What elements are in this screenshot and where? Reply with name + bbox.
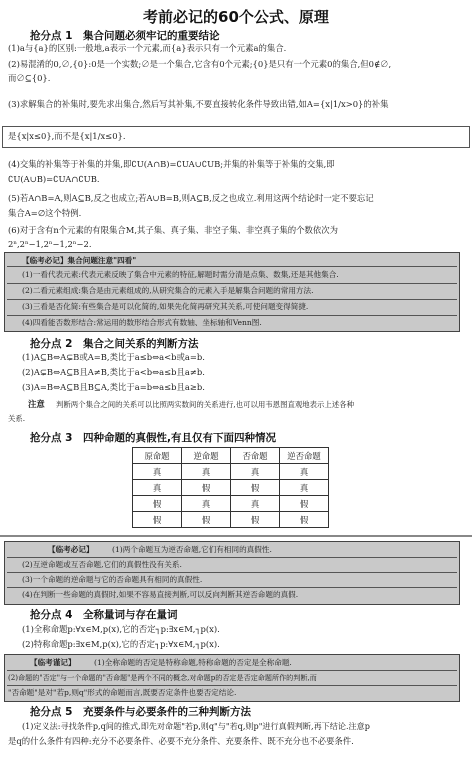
section-2-line-3: (3)A=B⇔A⊆B且B⊆A,类比于a=b⇔a≤b且a≥b. [22, 382, 205, 392]
truth-table [132, 447, 329, 528]
note-2-lead: 【临考必记】 [48, 545, 94, 554]
note-1-item-4: (4)四看能否数形结合:常运用的数形结合形式有数轴、坐标轴和Venn图. [22, 318, 262, 327]
truth-table-cell: 真 [182, 464, 231, 480]
truth-table-header: 逆命题 [182, 448, 231, 464]
section-1-line-9: 集合A=∅这个特例. [8, 208, 82, 218]
section-4-heading: 抢分点 4 全称量词与存在量词 [30, 609, 178, 621]
section-4-line-2: (2)特称命题p:∃x∈M,p(x),它的否定┐p:∀x∈M,┐p(x). [22, 639, 220, 649]
page-divider [0, 535, 472, 537]
section-1-line-4: (3)求解集合的补集时,要先求出集合,然后写其补集,不要直接转化条件导致出错,如A={x|1/x>0}的补集 [8, 99, 389, 109]
truth-table-row [133, 480, 329, 496]
note-label: 注意 [28, 399, 45, 409]
note-2-item-3: (3)一个命题的逆命题与它的否命题具有相同的真假性. [22, 575, 203, 584]
section-5-line-2: 是q的什么条件有四种:充分不必要条件、必要不充分条件、充要条件、既不充分也不必要条件. [8, 736, 354, 746]
section-1-line-6: (4)交集的补集等于补集的并集,即∁U(A∩B)=∁UA∪∁UB;并集的补集等于补集的交集,即 [8, 159, 335, 169]
note-3-item-2a: (2)命题的"否定"与一个命题的"否命题"是两个不同的概念,对命题p的否定是否定命题所作的判断,而 [8, 673, 317, 682]
truth-table-cell: 真 [231, 496, 280, 512]
section-1-line-10: (6)对于含有n个元素的有限集合M,其子集、真子集、非空子集、非空真子集的个数依次为 [8, 225, 338, 235]
section-1-line-5: 是{x|x≤0},而不是{x|1/x≤0}. [8, 131, 126, 141]
truth-table-cell: 真 [280, 464, 329, 480]
truth-table-cell: 假 [231, 480, 280, 496]
note-2-item-1: (1)两个命题互为逆否命题,它们有相同的真假性. [112, 545, 272, 554]
section-2-note-text: 判断两个集合之间的关系可以比照两实数间的关系进行,也可以用韦恩图直观地表示上述各种 [56, 400, 354, 409]
truth-table-cell: 真 [231, 464, 280, 480]
note-1-item-3: (3)三看是否化简:有些集合是可以化简的,如果先化简再研究其关系,可使问题变得简捷. [22, 302, 309, 311]
truth-table-row [133, 496, 329, 512]
section-5-heading: 抢分点 5 充要条件与必要条件的三种判断方法 [30, 706, 251, 718]
truth-table-cell: 假 [280, 496, 329, 512]
note-3-lead: 【临考谨记】 [30, 658, 76, 667]
section-1-heading: 抢分点 1 集合问题必须牢记的重要结论 [30, 30, 220, 42]
note-1-item-2: (2)二看元素组成:集合是由元素组成的,从研究集合的元素入手是解集合问题的常用方法. [22, 286, 314, 295]
truth-table-row [133, 512, 329, 528]
section-1-line-7: ∁U(A∪B)=∁UA∩∁UB. [8, 174, 100, 184]
section-1-line-8: (5)若A∩B=A,则A⊆B,反之也成立;若A∪B=B,则A⊆B,反之也成立.利用这两个结论时一定不要忘记 [8, 193, 374, 203]
section-5-line-1: (1)定义法:寻找条件p,q间的推式,即先对命题"若p,则q"与"若q,则p"进行真假判断,再下结论.注意p [22, 721, 370, 731]
truth-table-header: 否命题 [231, 448, 280, 464]
section-4-line-1: (1)全称命题p:∀x∈M,p(x),它的否定┐p:∃x∈M,┐p(x). [22, 624, 220, 634]
note-2-item-4: (4)在判断一些命题的真假时,如果不容易直接判断,可以反向判断其逆否命题的真假. [22, 590, 299, 599]
section-2-note-text-2: 关系. [8, 414, 26, 423]
page-title: 考前必记的60个公式、原理 [143, 8, 329, 26]
section-3-heading: 抢分点 3 四种命题的真假性,有且仅有下面四种情况 [30, 432, 276, 444]
truth-table-cell: 假 [280, 512, 329, 528]
section-1-line-2: (2)易混淆的0,∅,{0}:0是一个实数;∅是一个集合,它含有0个元素;{0}是只有一个元素0的集合,但0∉∅, [8, 59, 392, 69]
note-2-item-2: (2)互逆命题或互否命题,它们的真假性没有关系. [22, 560, 182, 569]
section-2-line-1: (1)A⊆B⇔A⊊B或A=B,类比于a≤b⇔a<b或a=b. [22, 352, 205, 362]
truth-table-header-row [133, 448, 329, 464]
section-1-line-11: 2ⁿ,2ⁿ−1,2ⁿ−1,2ⁿ−2. [8, 239, 92, 249]
truth-table-cell: 假 [133, 496, 182, 512]
note-1-lead: 【临考必记】集合问题注意"四看" [22, 256, 137, 265]
truth-table-cell: 真 [182, 496, 231, 512]
truth-table-cell: 真 [280, 480, 329, 496]
truth-table-header: 逆否命题 [280, 448, 329, 464]
truth-table-cell: 真 [133, 464, 182, 480]
section-2-line-2: (2)A⊊B⇔A⊆B且A≠B,类比于a<b⇔a≤b且a≠b. [22, 367, 205, 377]
section-1-line-1: (1)a与{a}的区别:一般地,a表示一个元素,而{a}表示只有一个元素a的集合. [8, 43, 287, 53]
note-3-item-1: (1)全称命题的否定是特称命题,特称命题的否定是全称命题. [94, 658, 292, 667]
truth-table-header: 原命题 [133, 448, 182, 464]
truth-table-cell: 假 [182, 480, 231, 496]
truth-table-cell: 假 [231, 512, 280, 528]
truth-table-cell: 真 [133, 480, 182, 496]
truth-table-cell: 假 [133, 512, 182, 528]
truth-table-cell: 假 [182, 512, 231, 528]
section-2-heading: 抢分点 2 集合之间关系的判断方法 [30, 338, 199, 350]
section-1-line-3: 而∅⊆{0}. [8, 73, 51, 83]
truth-table-row [133, 464, 329, 480]
note-3-item-2b: "否命题"是对"若p,则q"形式的命题而言,既要否定条件也要否定结论. [8, 688, 237, 697]
note-1-item-1: (1)一看代表元素:代表元素反映了集合中元素的特征,解题时需分清是点集、数集,还是其他集合. [22, 270, 339, 279]
